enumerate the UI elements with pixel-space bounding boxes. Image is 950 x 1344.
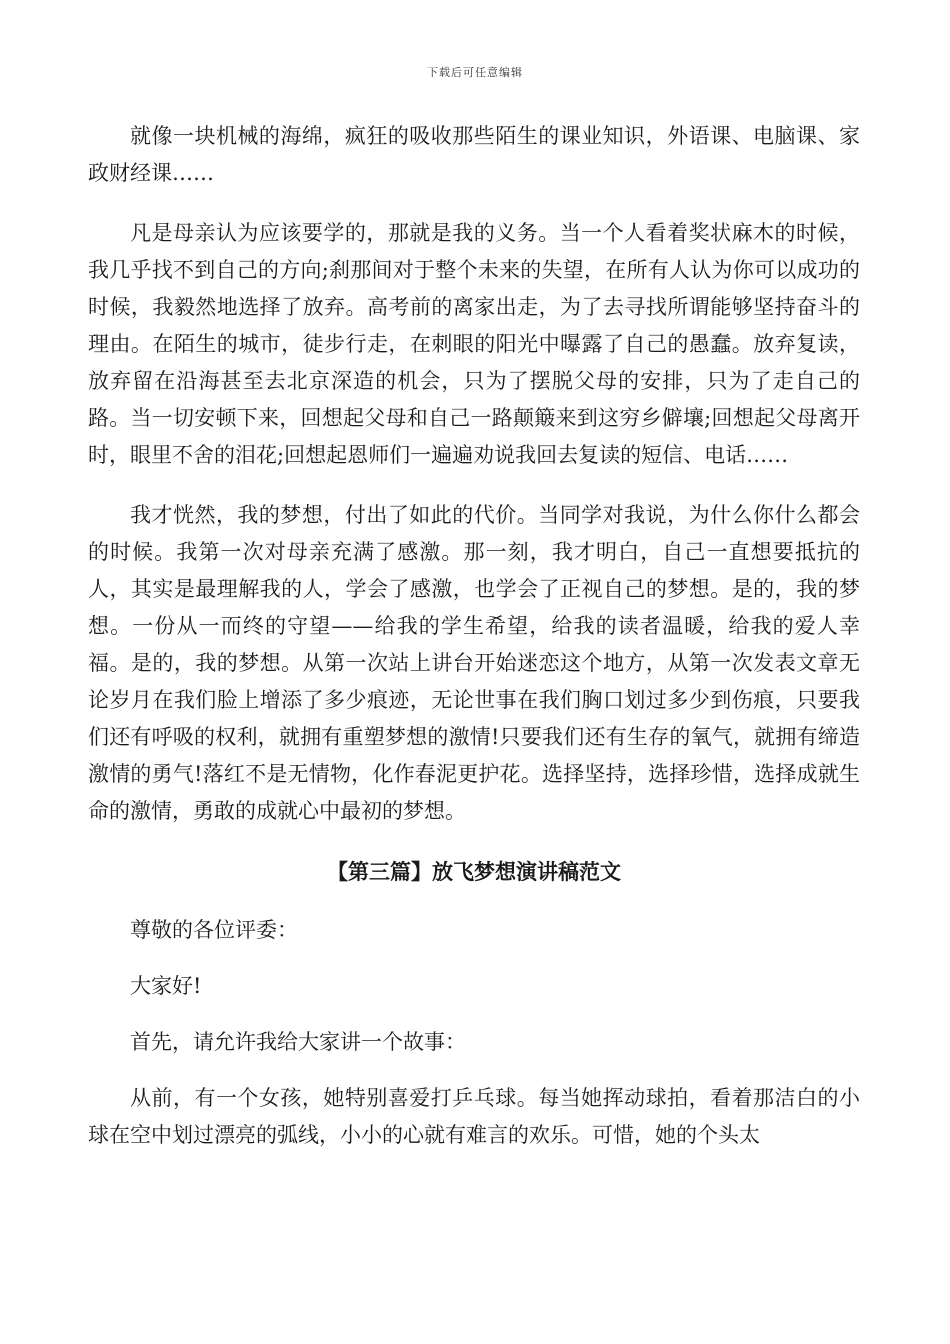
paragraph: 大家好! bbox=[130, 974, 202, 998]
section-title: 【第三篇】放飞梦想演讲稿范文 bbox=[327, 859, 621, 884]
document-body bbox=[88, 118, 860, 1177]
paragraph: 我才恍然，我的梦想，付出了如此的代价。当同学对我说，为什么你什么都会的时候。我第一次对母亲充满了感激。那一刻，我才明白，自己一直想要抵抗的人，其实是最理解我的人，学会了感激，也学会了正视自己的梦想。是的，我的梦想。一份从一而终的守望——给我的学生希望，给我的读者温暖，给我的爱人幸福。是的，我的梦想。从第一次站上讲台开始迷恋这个地方，从第一次发表文章无论岁月在我们脸上增添了多少痕迹，无论世事在我们胸口划过多少到伤痕，只要我们还有呼吸的权利，就拥有重塑梦想的激情!只要我们还有生存的氧气，就拥有缔造激情的勇气!落红不是无情物，化作春泥更护花。选择坚持，选择珍惜，选择成就生命的激情，勇敢的成就心中最初的梦想。 bbox=[88, 503, 860, 823]
paragraph: 凡是母亲认为应该要学的，那就是我的义务。当一个人看着奖状麻木的时候，我几乎找不到自己的方向;刹那间对于整个未来的失望，在所有人认为你可以成功的时候，我毅然地选择了放弃。高考前的离家出走，为了去寻找所谓能够坚持奋斗的理由。在陌生的城市，徒步行走，在刺眼的阳光中曝露了自己的愚蠢。放弃复读，放弃留在沿海甚至去北京深造的机会，只为了摆脱父母的安排，只为了走自己的路。当一切安顿下来，回想起父母和自己一路颠簸来到这穷乡僻壤;回想起父母离开时，眼里不舍的泪花;回想起恩师们一遍遍劝说我回去复读的短信、电话…… bbox=[88, 221, 860, 467]
paragraph: 从前，有一个女孩，她特别喜爱打乒乓球。每当她挥动球拍，看着那洁白的小球在空中划过漂亮的弧线，小小的心就有难言的欢乐。可惜，她的个头太 bbox=[88, 1086, 860, 1147]
paragraph: 就像一块机械的海绵，疯狂的吸收那些陌生的课业知识，外语课、电脑课、家政财经课…… bbox=[88, 124, 860, 185]
page-header: 下载后可任意编辑 bbox=[427, 66, 523, 79]
paragraph: 首先，请允许我给大家讲一个故事： bbox=[130, 1030, 466, 1054]
paragraph: 尊敬的各位评委： bbox=[130, 918, 298, 942]
